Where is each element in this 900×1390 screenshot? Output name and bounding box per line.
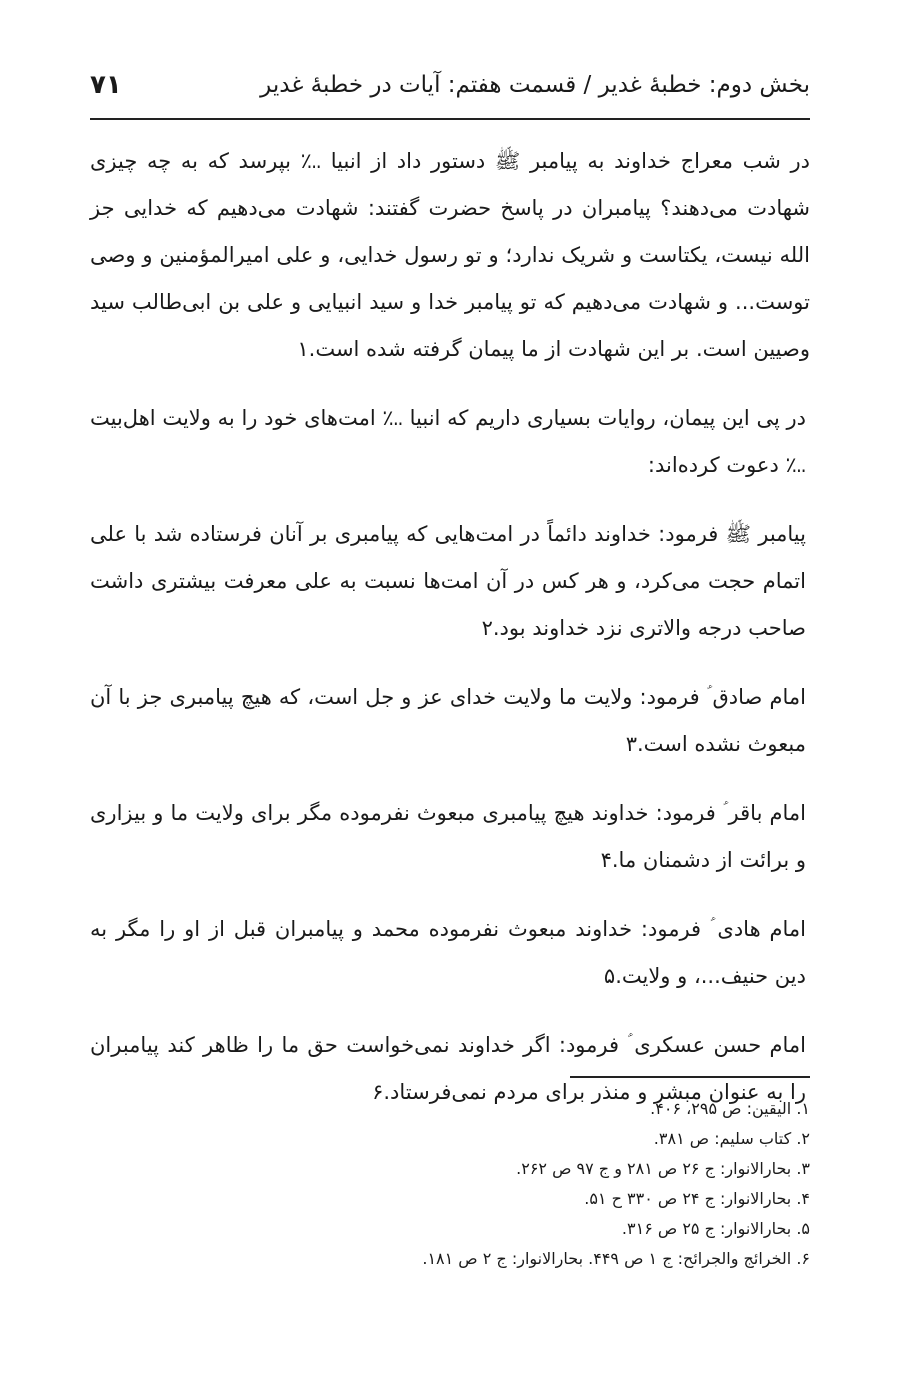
body-text bbox=[90, 138, 810, 1138]
paragraph-2: در پی این پیمان، روایات بسیاری داریم که انبیا ؊ امت‌های خود را به ولایت اهل‌بیت ؊ دعوت کرده‌اند: bbox=[90, 406, 806, 477]
running-header bbox=[90, 62, 810, 120]
footnote-2: ٢. کتاب سلیم: ص ٣٨١. bbox=[653, 1129, 810, 1148]
footnote-3: ٣. بحارالانوار: ج ٢۶ ص ٢٨١ و ج ٩٧ ص ٢۶٢. bbox=[516, 1159, 810, 1178]
footnote-1: ١. الیقین: ص ٢٩۵، ۴٠۶. bbox=[650, 1099, 810, 1118]
paragraph-1: در شب معراج خداوند به پیامبر ﷺ دستور داد از انبیا ؊ بپرسد که به چه چیزی شهادت می‌دهند؟ پیامبران در پاسخ حضرت گفتند: شهادت می‌دهیم که خدایی جز الله نیست، یکتاست و شریک ندارد؛ و تو رسول خدایی، و علی امیرالمؤمنین و وصی توست... و شهادت می‌دهیم که تو پیامبر خدا و سید انبیایی و علی بن ابی‌طالب سید وصیین است. بر این شهادت از ما پیمان گرفته شده است.١ bbox=[90, 149, 810, 361]
paragraph-3: پیامبر ﷺ فرمود: خداوند دائماً در امت‌هایی که پیامبری بر آنان فرستاده شد با علی اتمام حجت می‌کرد، و هر کس در آن امت‌ها نسبت به علی معرفت بیشتری داشت صاحب درجه والاتری نزد خداوند بود.٢ bbox=[90, 522, 806, 640]
footnote-4: ۴. بحارالانوار: ج ٢۴ ص ٣٣٠ ح ۵١. bbox=[584, 1189, 810, 1208]
footnote-divider bbox=[570, 1076, 810, 1078]
footnotes bbox=[300, 1094, 810, 1274]
page-number: ۷۱ bbox=[90, 70, 122, 100]
footnote-6: ۶. الخرائج والجرائح: ج ١ ص ۴۴٩. بحارالانوار: ج ٢ ص ١٨١. bbox=[422, 1249, 810, 1268]
header-title: بخش دوم: خطبۀ غدیر / قسمت هفتم: آیات در خطبۀ غدیر bbox=[260, 72, 810, 98]
paragraph-5: امام باقر ؑ فرمود: خداوند هیچ پیامبری مبعوث نفرموده مگر برای ولایت ما و بیزاری و برائت از دشمنان ما.۴ bbox=[90, 801, 806, 872]
paragraph-6: امام هادی ؑ فرمود: خداوند مبعوث نفرموده محمد و پیامبران قبل از او را مگر به دین حنیف...، و ولایت.۵ bbox=[90, 917, 806, 988]
footnote-5: ۵. بحارالانوار: ج ٢۵ ص ٣١۶. bbox=[621, 1219, 810, 1238]
paragraph-7: امام حسن عسکری ؑ فرمود: اگر خداوند نمی‌خواست حق ما را ظاهر کند پیامبران را به عنوان مبشر و منذر برای مردم نمی‌فرستاد.۶ bbox=[90, 1033, 806, 1104]
paragraph-4: امام صادق ؑ فرمود: ولایت ما ولایت خدای عز و جل است، که هیچ پیامبری جز با آن مبعوث نشده است.٣ bbox=[90, 685, 806, 756]
